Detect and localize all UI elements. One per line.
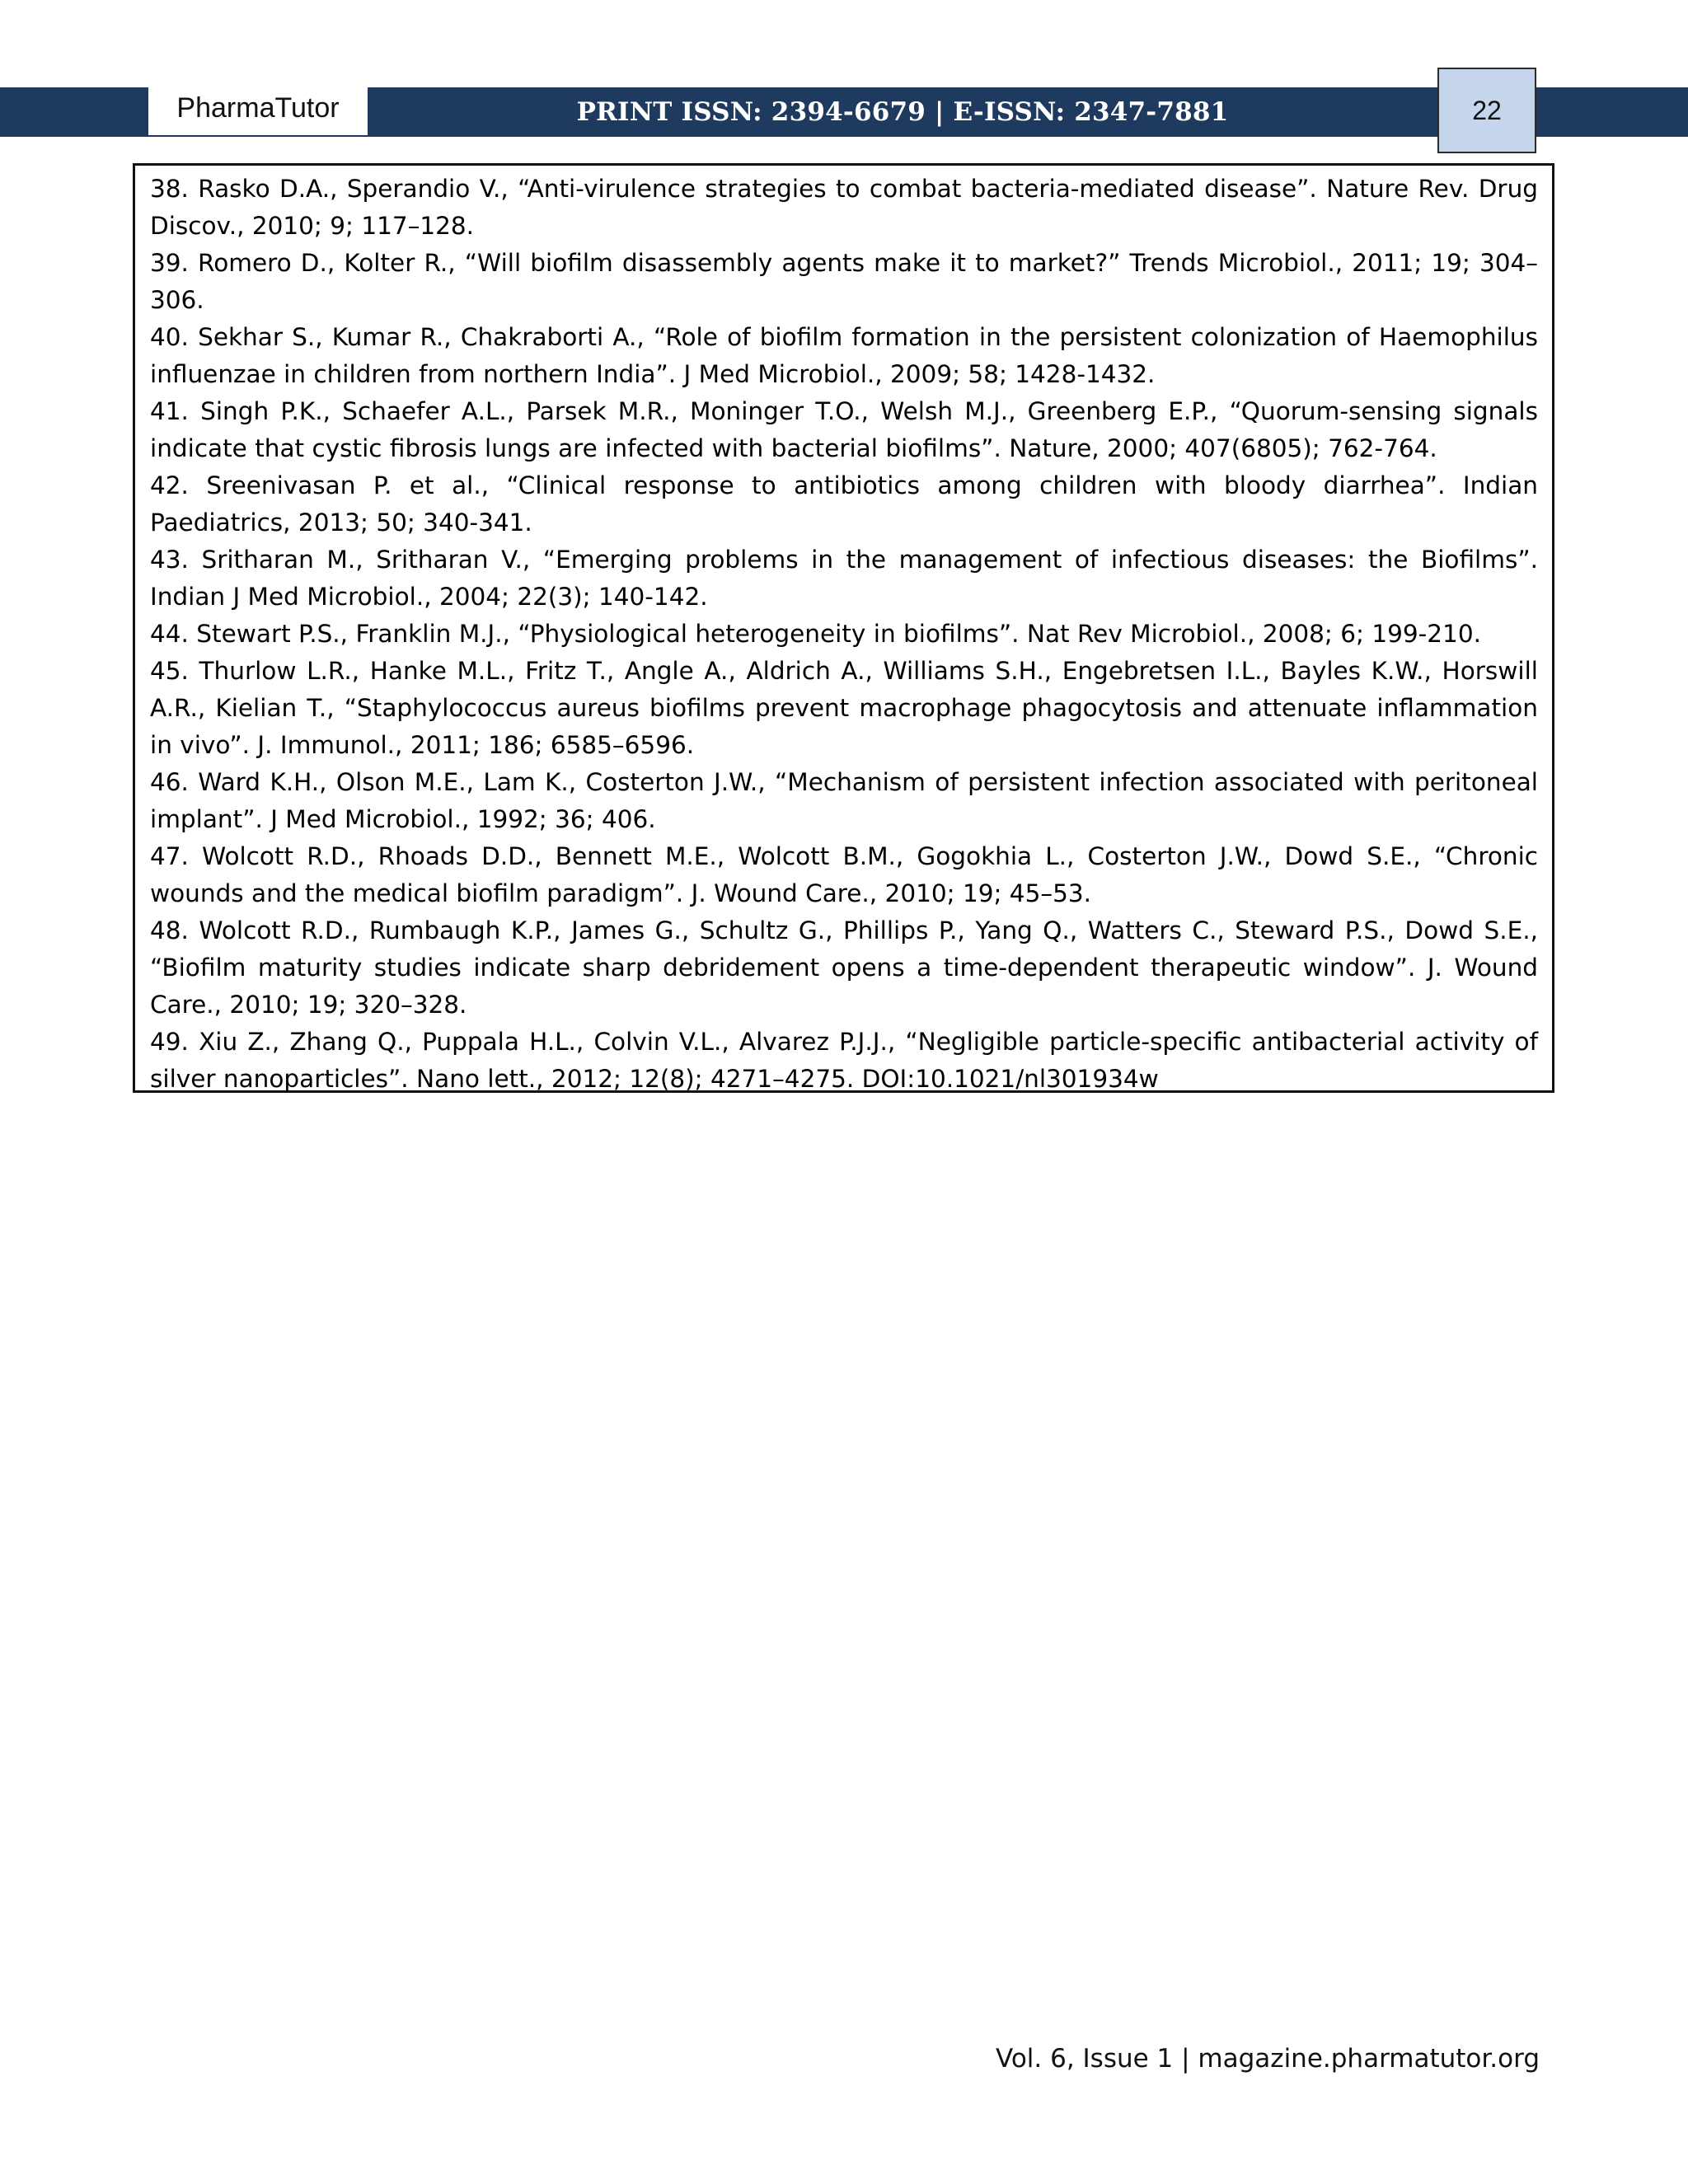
reference-item: 42. Sreenivasan P. et al., “Clinical response to antibiotics among children with bloody diarrhea”. Indian Paediatrics, 2013; 50; 340-341. bbox=[150, 471, 1538, 537]
reference-item: 43. Sritharan M., Sritharan V., “Emerging problems in the management of infectious diseases: the Biofilms”. Indian J Med Microbiol., 2004; 22(3); 140-142. bbox=[150, 546, 1538, 611]
reference-item: 44. Stewart P.S., Franklin M.J., “Physiological heterogeneity in biofilms”. Nat Rev Microbiol., 2008; 6; 199-210. bbox=[150, 620, 1481, 648]
reference-item: 41. Singh P.K., Schaefer A.L., Parsek M.R., Moninger T.O., Welsh M.J., Greenberg E.P., “Quorum-sensing signals indicate that cystic fibrosis lungs are infected with bacterial biofilms”. Nature, 2000; 407(6805); 762-764. bbox=[150, 397, 1538, 462]
reference-item: 38. Rasko D.A., Sperandio V., “Anti-virulence strategies to combat bacteria-mediated disease”. Nature Rev. Drug Discov., 2010; 9; 117–128. bbox=[150, 175, 1538, 240]
brand-name: PharmaTutor bbox=[176, 91, 340, 124]
footer-volume-site: Vol. 6, Issue 1 | magazine.pharmatutor.org bbox=[996, 2044, 1540, 2074]
issn-line: PRINT ISSN: 2394-6679 | E-ISSN: 2347-7881 bbox=[576, 97, 1229, 127]
references-box bbox=[133, 163, 1554, 1093]
reference-item: 46. Ward K.H., Olson M.E., Lam K., Costerton J.W., “Mechanism of persistent infection associated with peritoneal implant”. J Med Microbiol., 1992; 36; 406. bbox=[150, 768, 1538, 833]
reference-item: 39. Romero D., Kolter R., “Will biofilm disassembly agents make it to market?” Trends Microbiol., 2011; 19; 304–306. bbox=[150, 249, 1538, 314]
page-number-box bbox=[1437, 68, 1536, 153]
reference-item: 47. Wolcott R.D., Rhoads D.D., Bennett M.E., Wolcott B.M., Gogokhia L., Costerton J.W., Dowd S.E., “Chronic wounds and the medical biofilm paradigm”. J. Wound Care., 2010; 19; 45–53. bbox=[150, 842, 1538, 907]
reference-item: 48. Wolcott R.D., Rumbaugh K.P., James G., Schultz G., Phillips P., Yang Q., Watters C., Steward P.S., Dowd S.E., “Biofilm maturity studies indicate sharp debridement opens a time-dependent therapeutic window”. J. Wound Care., 2010; 19; 320–328. bbox=[150, 916, 1538, 1019]
page-number: 22 bbox=[1472, 95, 1502, 125]
reference-item: 40. Sekhar S., Kumar R., Chakraborti A., “Role of biofilm formation in the persistent colonization of Haemophilus influenzae in children from northern India”. J Med Microbiol., 2009; 58; 1428-1432. bbox=[150, 323, 1538, 388]
brand-logo-box bbox=[148, 82, 368, 135]
reference-item: 49. Xiu Z., Zhang Q., Puppala H.L., Colvin V.L., Alvarez P.J.J., “Negligible particle-specific antibacterial activity of silver nanoparticles”. Nano lett., 2012; 12(8); 4271–4275. DOI:10.1021/nl301934w bbox=[150, 1028, 1538, 1093]
reference-item: 45. Thurlow L.R., Hanke M.L., Fritz T., Angle A., Aldrich A., Williams S.H., Engebretsen I.L., Bayles K.W., Horswill A.R., Kielian T., “Staphylococcus aureus biofilms prevent macrophage phagocytosis and attenuate inflammation in vivo”. J. Immunol., 2011; 186; 6585–6596. bbox=[150, 657, 1538, 759]
